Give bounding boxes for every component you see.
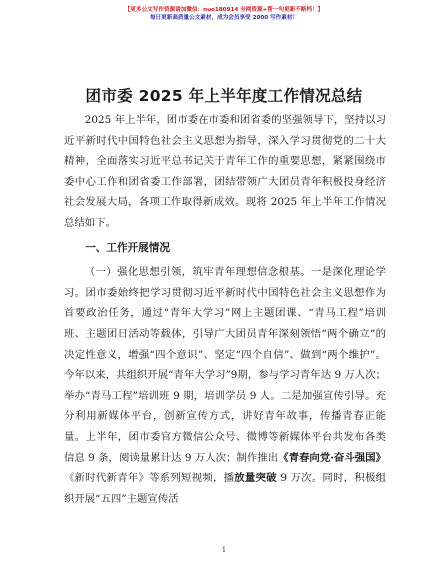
body-paragraph	[64, 262, 386, 509]
document-body	[64, 110, 386, 509]
paragraph-text: 9 万次。同时，积极组织开展“五四”主题宣传活	[64, 472, 387, 505]
document-title: 团市委 2025 年上半年度工作情况总结	[85, 87, 363, 105]
paragraph-text: （一）强化思想引领，筑牢青年理想信念根基。一是深化理论学习。团市委始终把学习贯彻习近平新时代中国特色社会主义思想作为首要政治任务，通过“青年大学习”网上主题团课、“青马工程”培训班、主题团日活动等载体，引导广大团员青年深刻领悟“两个确立”的决定性意义，增强“四个意识”、坚定“四个自信”、做到“两个维护”。今年以来，共组织开展“青年大学习”9期，参与学习青年达 9 万人次；举办“青马工程”培训班 9 期，培训学员 9 人。二是加强宣传引导。充分利用新媒体平台，创新宣传方式，讲好青年故事，传播青春正能量。上半年，团市委官方微信公众号、微博等新媒体平台共发布各类信息 9 条，阅读量累计达 9 万人次；制作推出	[64, 266, 386, 464]
bold-video-title: 《青春向党·奋斗强国》	[278, 451, 386, 464]
promo-line-1: 【更多公文写作资源请加微信：nuo180914 全网资源+帮一句更新不断档！】	[124, 7, 324, 13]
intro-paragraph: 2025 年上半年，团市委在市委和团省委的坚强领导下，坚持以习近平新时代中国特色社会主义思想为指导，深入学习贯彻党的二十大精神，全面落实习近平总书记关于青年工作的重要思想，紧紧围绕市委中心工作和团省委工作部署，团结带领广大团员青年积极投身经济社会发展大局，各项工作取得新成效。现将 2025 年上半年工作情况总结如下。	[64, 114, 386, 229]
paragraph-text: 《新时代新青年》等系列短视频，播	[64, 472, 235, 485]
page-number: 1	[221, 546, 227, 554]
bold-phrase: 放量突破	[234, 472, 277, 485]
promo-header	[0, 6, 448, 22]
section-heading: 一、工作开展情况	[85, 241, 170, 254]
promo-line-2: 每日更新高质量公文素材，成为会员享受 2000 写作素材！	[149, 15, 299, 21]
